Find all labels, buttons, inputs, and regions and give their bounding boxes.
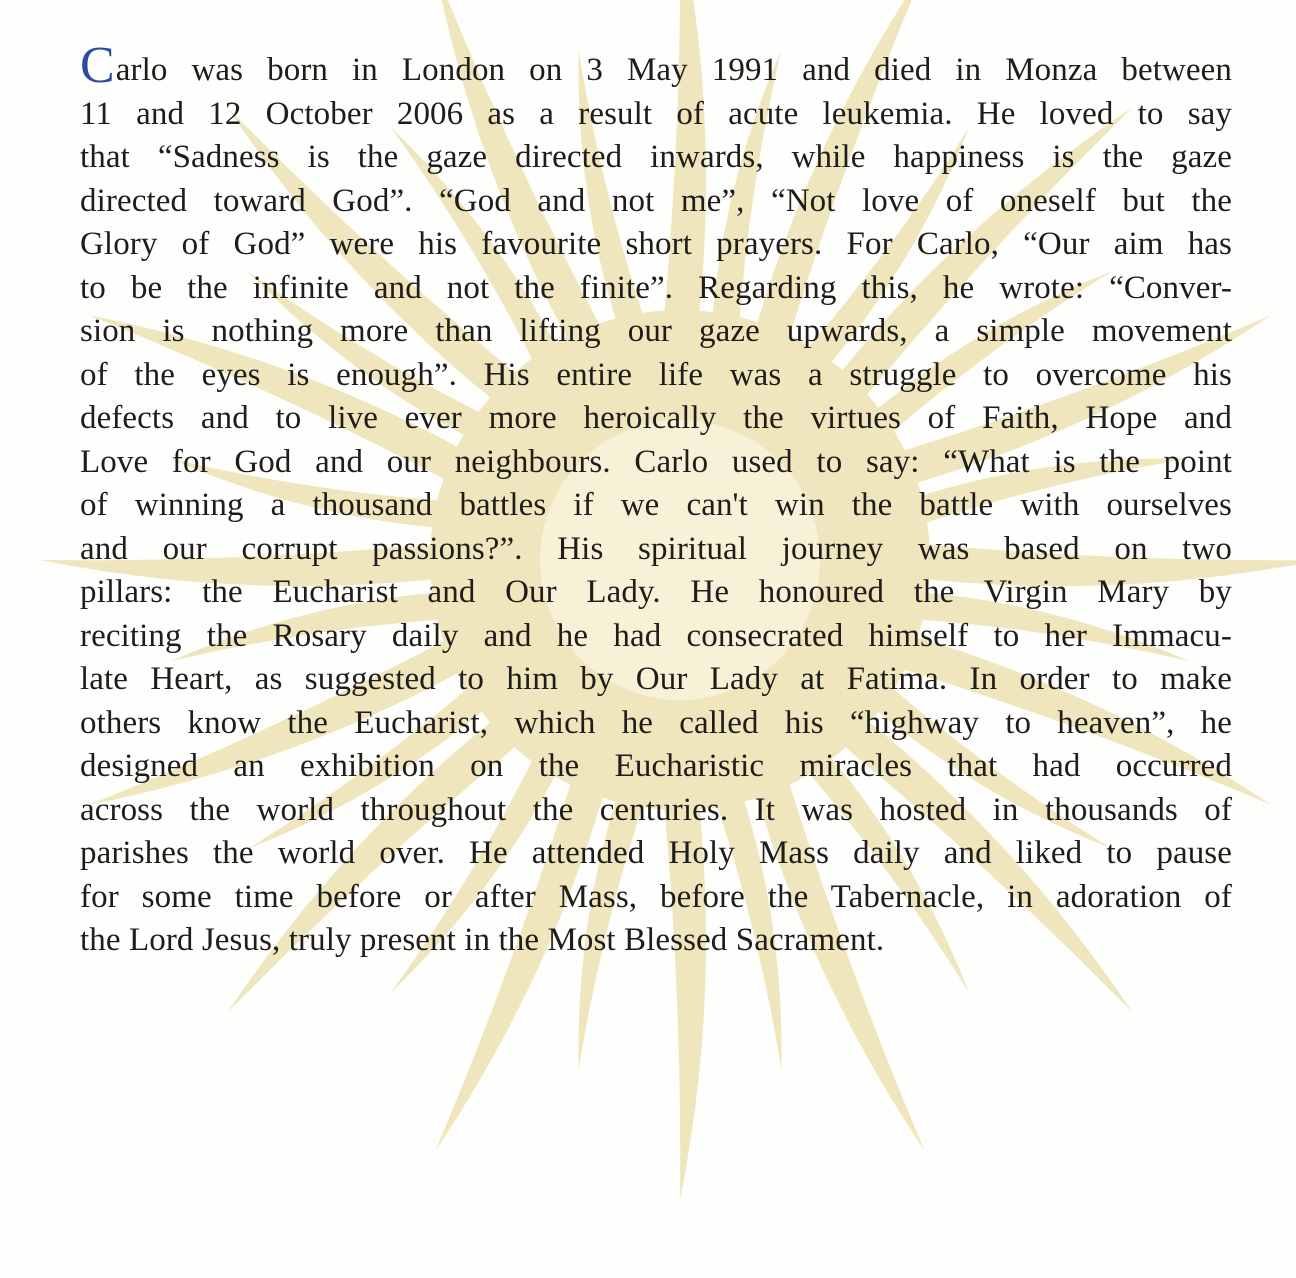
text-line: directed toward God”. “God and not me”, “Not love of oneself but the (80, 182, 1232, 219)
article-body (80, 37, 1232, 963)
text-line: late Heart, as suggested to him by Our Lady at Fatima. In order to make (80, 661, 1232, 697)
text-line-content: arlo was born in London on 3 May 1991 and died in Monza between (115, 52, 1232, 88)
text-line: 11 and 12 October 2006 as a result of acute leukemia. He loved to say (80, 95, 1232, 132)
text-line: and our corrupt passions?”. His spiritual journey was based on two (80, 530, 1232, 567)
drop-cap: C (80, 37, 115, 94)
text-line: for some time before or after Mass, before the Tabernacle, in adoration of (80, 878, 1232, 915)
text-line: sion is nothing more than lifting our gaze upwards, a simple movement (80, 313, 1232, 349)
text-line: parishes the world over. He attended Holy Mass daily and liked to pause (80, 835, 1232, 871)
text-line: to be the infinite and not the finite”. Regarding this, he wrote: “Conver- (80, 269, 1232, 306)
text-line: designed an exhibition on the Eucharistic miracles that had occurred (80, 748, 1232, 784)
text-line: others know the Eucharist, which he called his “highway to heaven”, he (80, 704, 1232, 741)
text-line: the Lord Jesus, truly present in the Most Blessed Sacrament. (80, 922, 885, 958)
text-line: of the eyes is enough”. His entire life was a struggle to overcome his (80, 356, 1232, 393)
text-line (80, 37, 1232, 94)
text-line: that “Sadness is the gaze directed inwards, while happiness is the gaze (80, 139, 1232, 175)
text-line: Love for God and our neighbours. Carlo used to say: “What is the point (80, 443, 1232, 480)
text-line: of winning a thousand battles if we can't win the battle with ourselves (80, 487, 1232, 523)
text-line: defects and to live ever more heroically the virtues of Faith, Hope and (80, 400, 1232, 436)
text-line: pillars: the Eucharist and Our Lady. He honoured the Virgin Mary by (80, 574, 1232, 610)
text-line: across the world throughout the centuries. It was hosted in thousands of (80, 791, 1232, 828)
text-line: Glory of God” were his favourite short prayers. For Carlo, “Our aim has (80, 226, 1232, 262)
text-line: reciting the Rosary daily and he had consecrated himself to her Immacu- (80, 617, 1232, 654)
